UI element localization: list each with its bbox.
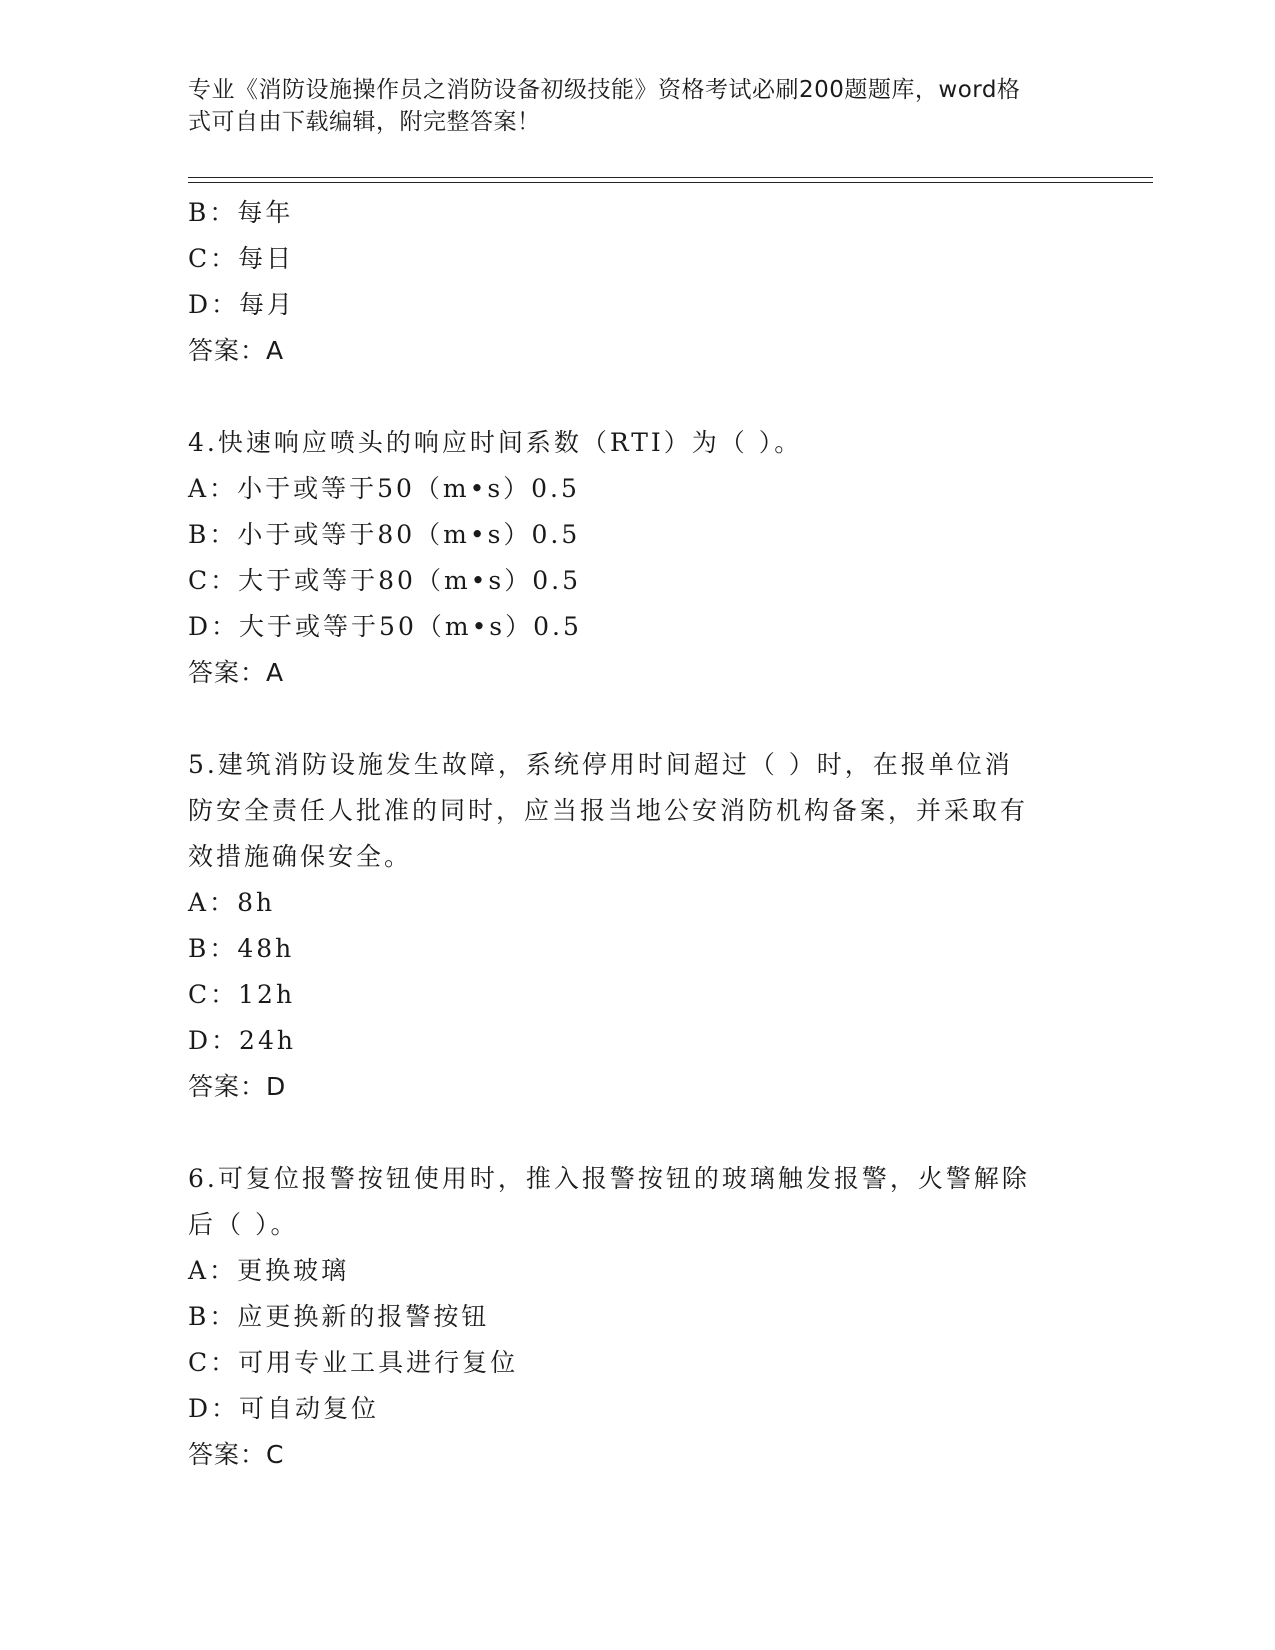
option-b [188,190,1068,236]
option-text: 可用专业工具进行复位 [238,1348,519,1377]
option-c [188,1340,1068,1386]
option-letter: C： [188,566,239,595]
option-d [188,604,1068,650]
option-letter: A： [188,1256,238,1285]
question-stem-line: 防安全责任人批准的同时，应当报当地公安消防机构备案，并采取有 [188,796,1029,825]
document-header [188,74,1068,138]
option-letter: B： [188,934,238,963]
option-text: 大于或等于80（m•s）0.5 [238,566,581,595]
option-text: 每年 [237,198,294,227]
option-letter: A： [188,888,238,917]
option-c [188,558,1068,604]
option-letter: D： [188,290,240,319]
option-text: 可自动复位 [239,1394,380,1423]
question-stem-line: 后（ ）。 [188,1210,299,1239]
option-letter: D： [188,1394,240,1423]
option-letter: C： [188,980,239,1009]
question-stem: 4.快速响应喷头的响应时间系数（RTI）为（ ）。 [188,428,803,457]
question-4 [188,420,1068,696]
option-text: 小于或等于80（m•s）0.5 [237,520,581,549]
answer: 答案：C [188,1440,285,1469]
option-d [188,1386,1068,1432]
option-letter: B： [188,198,238,227]
option-b [188,1294,1068,1340]
question-6 [188,1156,1068,1478]
option-d [188,282,1068,328]
option-b [188,512,1068,558]
answer: 答案：A [188,658,285,687]
option-letter: B： [188,1302,238,1331]
option-c [188,236,1068,282]
option-a [188,466,1068,512]
option-text: 8h [237,888,276,917]
option-text: 每月 [239,290,296,319]
header-divider-bottom [188,182,1153,183]
answer: 答案：D [188,1072,287,1101]
header-line-2: 式可自由下载编辑，附完整答案！ [188,109,541,135]
question-3 [188,190,1068,374]
question-stem-line: 6.可复位报警按钮使用时，推入报警按钮的玻璃触发报警，火警解除 [188,1164,1030,1193]
header-divider-top [188,177,1153,178]
option-letter: A： [188,474,238,503]
option-text: 24h [239,1026,296,1055]
option-letter: D： [188,612,240,641]
option-text: 大于或等于50（m•s）0.5 [239,612,582,641]
option-letter: B： [188,520,238,549]
option-a [188,880,1068,926]
option-text: 48h [237,934,295,963]
option-text: 每日 [238,244,295,273]
question-list [188,190,1068,1524]
option-a [188,1248,1068,1294]
option-letter: D： [188,1026,240,1055]
option-b [188,926,1068,972]
option-text: 12h [238,980,296,1009]
option-text: 应更换新的报警按钮 [237,1302,490,1331]
header-line-1: 专业《消防设施操作员之消防设备初级技能》资格考试必刷200题题库，word格 [188,77,1021,103]
option-c [188,972,1068,1018]
question-5 [188,742,1068,1110]
option-letter: C： [188,1348,239,1377]
question-stem-line: 效措施确保安全。 [188,842,413,871]
option-text: 小于或等于50（m•s）0.5 [237,474,580,503]
option-text: 更换玻璃 [237,1256,350,1285]
question-stem-line: 5.建筑消防设施发生故障，系统停用时间超过（ ）时，在报单位消 [188,750,1013,779]
option-d [188,1018,1068,1064]
answer: 答案：A [188,336,285,365]
option-letter: C： [188,244,239,273]
